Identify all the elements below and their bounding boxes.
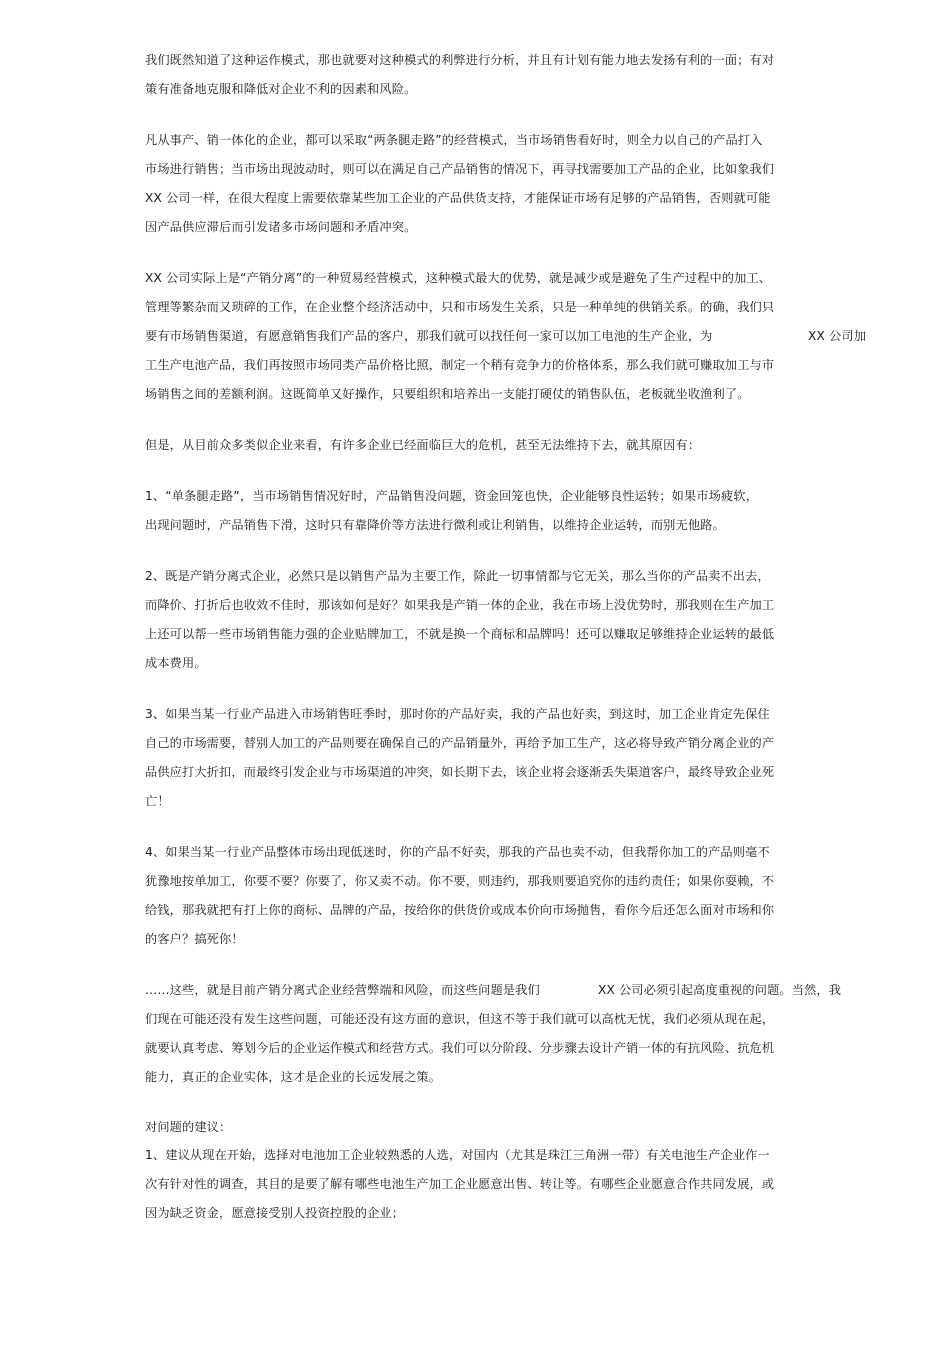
text-line: 品供应打大折扣，而最终引发企业与市场渠道的冲突，如长期下去，该企业将会逐渐丢失渠道客户，最终导致企业死 [145,765,775,779]
text-line: 犹豫地按单加工，你要不要？你要了，你又卖不动。你不要，则违约，那我则要追究你的违约责任；如果你耍赖，不 [145,874,775,888]
text-line: 成本费用。 [145,656,207,670]
text-line: 3、如果当某一行业产品进入市场销售旺季时，那时你的产品好卖，我的产品也好卖，到这时，加工企业肯定先保住 [145,707,770,721]
text-line: 的客户？搞死你！ [145,932,244,946]
text-line: XX 公司一样，在很大程度上需要依靠某些加工企业的产品供货支持，才能保证市场有足够的产品销售，否则就可能 [145,191,771,205]
text-line: 凡从事产、销一体化的企业，都可以采取“两条腿走路”的经营模式，当市场销售看好时，则全力以自己的产品打入 [145,133,763,147]
text-line: 但是，从目前众多类似企业来看，有许多企业已经面临巨大的危机，甚至无法维持下去，就其原因有： [145,438,701,452]
text-line: 因为缺乏资金，愿意接受别人投资控股的企业； [145,1206,405,1220]
section-heading: 对问题的建议： [145,1120,232,1134]
text-line: 1、建议从现在开始，选择对电池加工企业较熟悉的人选，对国内（尤其是珠江三角洲一带）有关电池生产企业作一 [145,1148,770,1162]
text-line: 4、如果当某一行业产品整体市场出现低迷时，你的产品不好卖，那我的产品也卖不动，但我帮你加工的产品则毫不 [145,845,770,859]
text-line: 上还可以帮一些市场销售能力强的企业贴牌加工，不就是换一个商标和品牌吗！还可以赚取足够维持企业运转的最低 [145,627,775,641]
text-line: XX 公司加 [808,329,867,343]
text-line: 场销售之间的差额利润。这既简单又好操作，只要组织和培养出一支能打硬仗的销售队伍，老板就坐收渔利了。 [145,387,750,401]
text-line: 次有针对性的调查，其目的是要了解有哪些电池生产加工企业愿意出售、转让等。有哪些企业愿意合作共同发展，或 [145,1177,775,1191]
text-line: 要有市场销售渠道，有愿意销售我们产品的客户，那我们就可以找任何一家可以加工电池的生产企业，为 [145,329,713,343]
text-line: 们现在可能还没有发生这些问题，可能还没有这方面的意识，但这不等于我们就可以高枕无忧，我们必须从现在起， [145,1012,775,1026]
text-line: 能力，真正的企业实体，这才是企业的长远发展之策。 [145,1070,442,1084]
text-line: XX 公司实际上是“产销分离”的一种贸易经营模式，这种模式最大的优势，就是减少或是避免了生产过程中的加工、 [145,271,772,285]
text-line: 而降价、打折后也收效不佳时，那该如何是好？如果我是产销一体的企业，我在市场上没优势时，那我则在生产加工 [145,598,775,612]
text-line: 自己的市场需要，替别人加工的产品则要在确保自己的产品销量外，再给予加工生产，这必将导致产销分离企业的产 [145,736,775,750]
text-line: 工生产电池产品，我们再按照市场同类产品价格比照，制定一个稍有竞争力的价格体系，那么我们就可赚取加工与市 [145,358,775,372]
text-line: 亡！ [145,794,170,808]
text-line: XX 公司必须引起高度重视的问题。当然，我 [598,983,842,997]
text-line: 1、“单条腿走路”，当市场销售情况好时，产品销售没问题，资金回笼也快，企业能够良性运转；如果市场疲软， [145,489,759,503]
text-line: 策有准备地克服和降低对企业不利的因素和风险。 [145,82,417,96]
text-line: ……这些，就是目前产销分离式企业经营弊端和风险，而这些问题是我们 [145,983,540,997]
text-line: 就要认真考虑、筹划今后的企业运作模式和经营方式。我们可以分阶段、分步骤去设计产销一体的有抗风险、抗危机 [145,1041,775,1055]
text-line: 出现问题时，产品销售下滑，这时只有靠降价等方法进行微利或让利销售，以维持企业运转，而别无他路。 [145,518,725,532]
text-line: 管理等繁杂而又琐碎的工作，在企业整个经济活动中，只和市场发生关系，只是一种单纯的供销关系。的确，我们只 [145,300,775,314]
text-line: 2、既是产销分离式企业，必然只是以销售产品为主要工作，除此一切事情都与它无关，那么当你的产品卖不出去， [145,569,770,583]
text-line: 市场进行销售；当市场出现波动时，则可以在满足自己产品销售的情况下，再寻找需要加工产品的企业，比如象我们 [145,162,775,176]
text-line: 给钱，那我就把有打上你的商标、品牌的产品，按给你的供货价或成本价向市场抛售，看你今后还怎么面对市场和你 [145,903,775,917]
text-line: 我们既然知道了这种运作模式，那也就要对这种模式的利弊进行分析，并且有计划有能力地去发扬有利的一面；有对 [145,53,775,67]
text-line: 因产品供应滞后而引发诸多市场问题和矛盾冲突。 [145,220,417,234]
